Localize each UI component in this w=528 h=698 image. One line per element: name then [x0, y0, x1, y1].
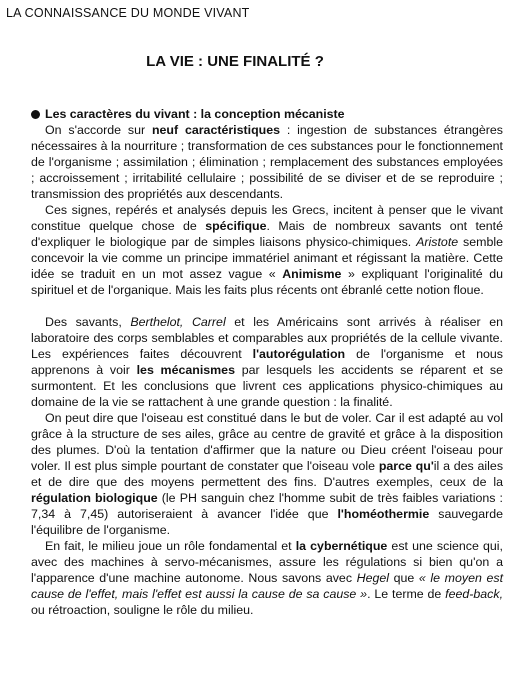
paragraph: [31, 122, 503, 202]
text-run: (le PH sanguin chez l'homme subit de très faibles variations : 7,34 à 7,45) autoriseraient à avancer l'idée que: [31, 491, 503, 521]
body-text: [31, 106, 503, 618]
text-run: Des savants,: [45, 315, 131, 329]
text-run: semble concevoir la vie comme un principe immatériel animant et régissant la matière. Cette idée se traduit en un mot assez vague «: [31, 235, 503, 281]
bold-text: neuf caractéristiques: [151, 123, 280, 137]
text-run: est une science qui, avec des machines à servo-mécanismes, assure les régulations si bien qu'on a l'apparence d'une machine autonome. Nous savons avec: [31, 539, 504, 585]
bold-text: la cybernétique: [295, 539, 388, 553]
text-run: et les Américains sont arrivés à réaliser en laboratoire des corps semblables et comparables aux propriétés de la cellule vivante. Les expériences faites découvrent: [31, 315, 503, 361]
text-run: Ces signes, repérés et analysés depuis les Grecs, incitent à penser que le vivant constitue quelque chose de: [31, 203, 503, 233]
bold-text: régulation biologique: [31, 491, 158, 505]
italic-text: Aristote: [416, 235, 459, 249]
bullet-icon: [31, 110, 40, 119]
paragraph: [31, 202, 503, 298]
bold-text: l'homéothermie: [337, 507, 430, 521]
running-head: LA CONNAISSANCE DU MONDE VIVANT: [6, 6, 250, 20]
italic-text: « le moyen est cause de l'effet, mais l'effet est aussi la cause de sa cause »: [31, 571, 504, 601]
text-run: que: [389, 571, 419, 585]
italic-text: Berthelot, Carrel: [130, 315, 226, 329]
text-run: . Le terme de: [367, 587, 446, 601]
section-heading-text: Les caractères du vivant : la conception mécaniste: [45, 107, 345, 121]
italic-text: Hegel: [356, 571, 390, 585]
paragraphs: [31, 122, 503, 618]
text-run: : ingestion de substances étrangères nécessaires à la nourriture ; transformation de ces substances pour le fonctionnement de l'organisme ; assimilation ; élimination ; remplacement des substances employées ; accroissement ; irritabilité cellulaire ; possibilité de se diviser et de se reproduire ; transmission des propriétés aux descendants.: [31, 123, 503, 201]
text-run: . Mais de nombreux savants ont tenté d'expliquer le biologique par de simples liaisons physico-chimiques.: [31, 219, 503, 249]
text-run: il a des ailes et de dire que des moyens permettent des fins. D'autres exemples, ceux de la: [31, 459, 504, 489]
text-run: de l'organisme et nous apprenons à voir: [31, 347, 503, 377]
bold-text: l'autorégulation: [252, 347, 346, 361]
text-run: ou rétroaction, souligne le rôle du milieu.: [31, 603, 254, 617]
section-heading: [31, 106, 503, 122]
text-run: On peut dire que l'oiseau est constitué dans le but de voler. Car il est adapté au vol grâce à la structure de ses ailes, grâce au centre de gravité et grâce à la disposition des plumes. D'où la tentation d'affirmer que la nature ou Dieu créent l'oiseau pour voler. Il est plus simple pourtant de constater que l'oiseau vole: [31, 411, 503, 473]
bold-text: parce qu': [378, 459, 434, 473]
paragraph: [31, 538, 503, 618]
text-run: sauvegarde l'équilibre de l'organisme.: [31, 507, 503, 537]
text-run: On s'accorde sur: [45, 123, 152, 137]
bold-text: Animisme: [282, 267, 342, 281]
italic-text: feed-back,: [445, 587, 504, 601]
paragraph: [31, 410, 503, 538]
page-title: LA VIE : UNE FINALITÉ ?: [146, 53, 324, 70]
text-run: » expliquant l'originalité du spirituel et de l'organique. Mais les faits plus récents ont ébranlé cette notion floue.: [31, 267, 504, 297]
paragraph: [31, 314, 503, 410]
bold-text: spécifique: [205, 219, 267, 233]
bold-text: les mécanismes: [136, 363, 235, 377]
text-run: En fait, le milieu joue un rôle fondamental et: [45, 539, 296, 553]
text-run: par lesquels les accidents se réparent et se surmontent. Et les conclusions que livrent ces applications physico-chimiques au domaine de la vie se rattachent à une grande question : la finalité.: [31, 363, 504, 409]
